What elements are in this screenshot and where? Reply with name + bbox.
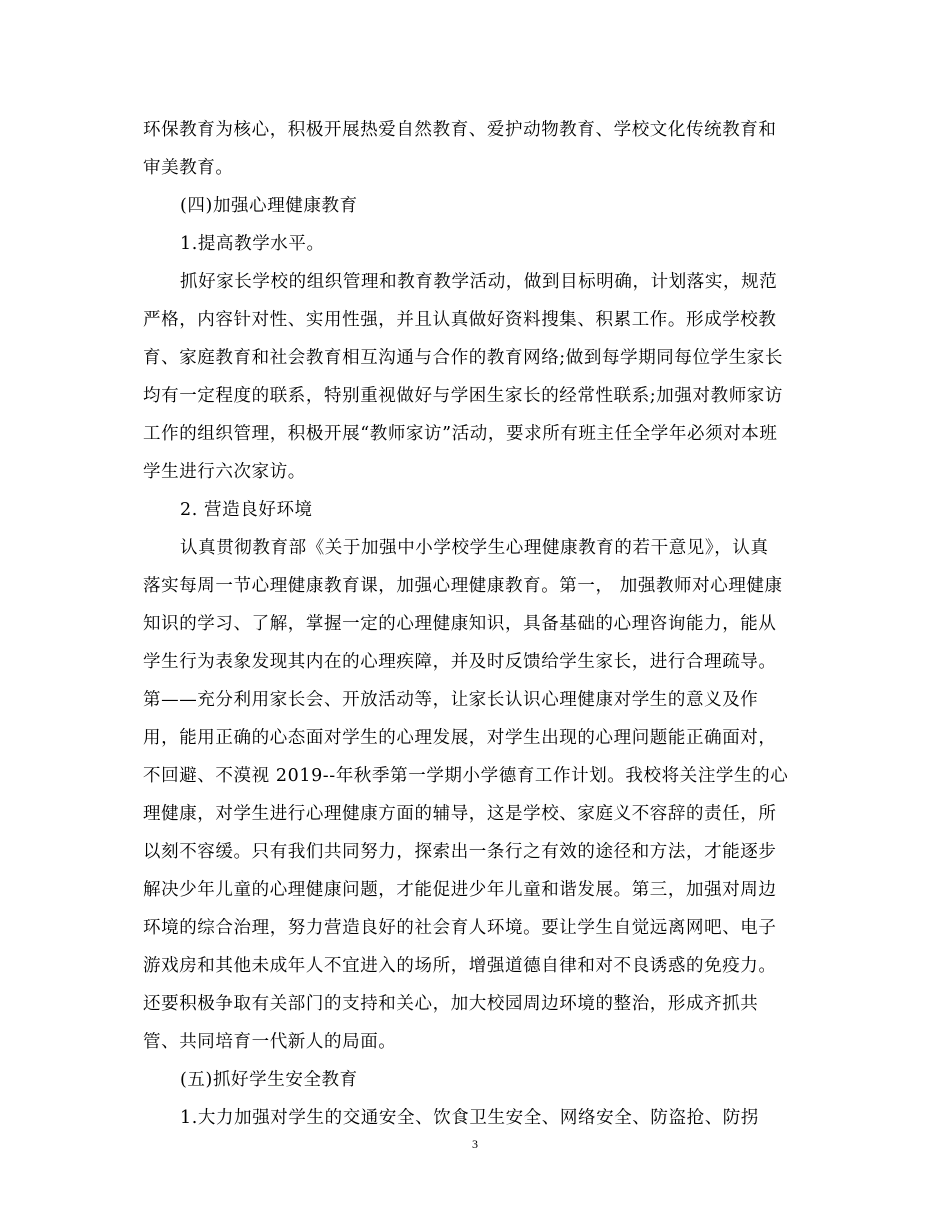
section-heading: (五)抓好学生安全教育	[180, 1070, 358, 1090]
text-line: 认真贯彻教育部《关于加强中小学校学生心理健康教育的若干意见》，认真	[180, 538, 769, 558]
text-line: 学生进行六次家访。	[143, 462, 306, 482]
text-line: 育、家庭教育和社会教育相互沟通与合作的教育网络;做到每学期同每位学生家长	[143, 348, 783, 368]
text-line: 审美教育。	[143, 158, 234, 178]
text-line: 抓好家长学校的组织管理和教育教学活动，做到目标明确，计划落实，规范	[180, 272, 778, 292]
text-line: 1.大力加强对学生的交通安全、饮食卫生安全、网络安全、防盗抢、防拐	[180, 1108, 759, 1128]
text-line: 不回避、不漠视 2019--年秋季第一学期小学德育工作计划。我校将关注学生的心	[143, 766, 789, 786]
text-line: 用，能用正确的心态面对学生的心理发展，对学生出现的心理问题能正确面对，	[143, 728, 777, 748]
text-line: 知识的学习、了解，掌握一定的心理健康知识，具备基础的心理咨询能力，能从	[143, 614, 777, 634]
text-line: 管、共同培育一代新人的局面。	[143, 1032, 397, 1052]
text-line: 理健康，对学生进行心理健康方面的辅导，这是学校、家庭义不容辞的责任，所	[143, 804, 777, 824]
subsection-heading: 1.提高教学水平。	[180, 234, 325, 254]
text-line: 环保教育为核心，积极开展热爱自然教育、爱护动物教育、学校文化传统教育和	[143, 120, 777, 140]
text-line: 环境的综合治理，努力营造良好的社会育人环境。要让学生自觉远离网吧、电子	[143, 918, 777, 938]
text-line: 学生行为表象发现其内在的心理疾障，并及时反馈给学生家长，进行合理疏导。	[143, 652, 777, 672]
text-line: 落实每周一节心理健康教育课，加强心理健康教育。第一， 加强教师对心理健康	[143, 576, 783, 596]
text-line: 均有一定程度的联系，特别重视做好与学困生家长的经常性联系;加强对教师家访	[143, 386, 783, 406]
page-number: 3	[472, 1137, 478, 1151]
text-line: 解决少年儿童的心理健康问题，才能促进少年儿童和谐发展。第三，加强对周边	[143, 880, 777, 900]
text-line: 工作的组织管理，积极开展“教师家访”活动，要求所有班主任全学年必须对本班	[143, 424, 778, 444]
section-heading: (四)加强心理健康教育	[180, 196, 358, 216]
text-line: 第——充分利用家长会、开放活动等，让家长认识心理健康对学生的意义及作	[143, 690, 759, 710]
text-line: 以刻不容缓。只有我们共同努力，探索出一条行之有效的途径和方法，才能逐步	[143, 842, 777, 862]
text-line: 严格，内容针对性、实用性强，并且认真做好资料搜集、积累工作。形成学校教	[143, 310, 777, 330]
text-line: 还要积极争取有关部门的支持和关心，加大校园周边环境的整治，形成齐抓共	[143, 994, 759, 1014]
text-line: 游戏房和其他未成年人不宜进入的场所，增强道德自律和对不良诱惑的免疫力。	[143, 956, 777, 976]
subsection-heading: 2. 营造良好环境	[180, 500, 313, 520]
